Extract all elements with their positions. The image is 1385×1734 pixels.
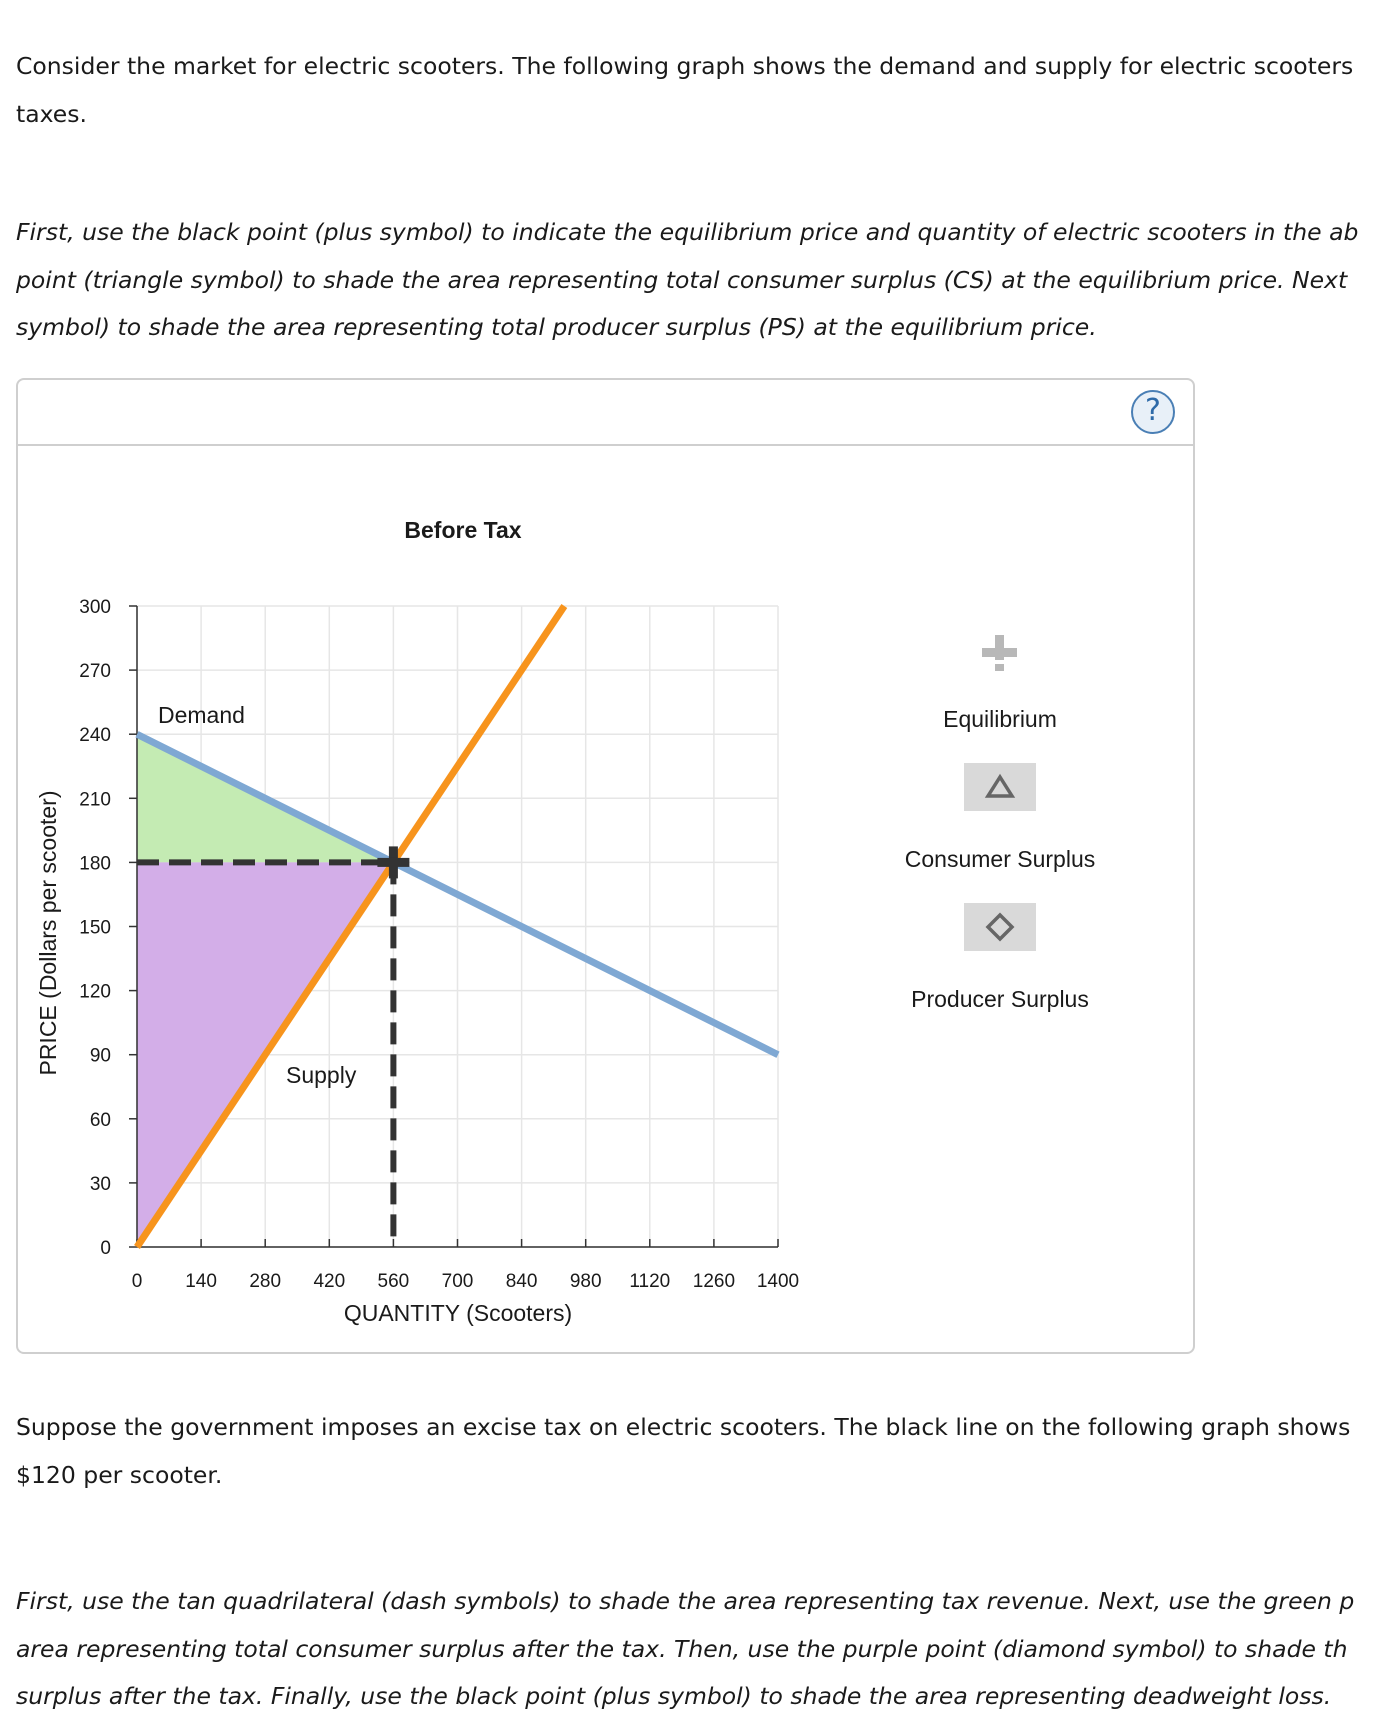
plus-horizontal [377, 858, 409, 867]
text-line: Suppose the government imposes an excise tax on electric scooters. The black line on the following graph shows [16, 1413, 1351, 1441]
palette-label: Equilibrium [943, 706, 1057, 732]
palette-label: Consumer Surplus [904, 846, 1096, 872]
x-tick-label: 1400 [756, 1271, 800, 1292]
palette-label: Producer Surplus [911, 986, 1089, 1012]
palette-consumer-surplus-tool[interactable] [905, 763, 1095, 872]
supply-curve-label: Supply [286, 1062, 357, 1088]
plus-icon[interactable] [975, 635, 1017, 671]
tool-button-bg[interactable] [964, 763, 1036, 811]
x-axis-label: QUANTITY (Scooters) [343, 1300, 573, 1326]
text-line: $120 per scooter. [16, 1460, 223, 1489]
text-line: taxes. [16, 99, 87, 128]
x-tick-label: 560 [377, 1271, 410, 1292]
x-tick-label: 840 [505, 1271, 538, 1292]
y-tick-label: 240 [79, 725, 111, 747]
palette-equilibrium-tool[interactable] [943, 635, 1057, 732]
y-tick-label: 30 [89, 1173, 111, 1195]
x-tick-label: 700 [441, 1271, 474, 1292]
demand-curve-label: Demand [158, 702, 245, 728]
tax-paragraph [16, 1404, 1385, 1499]
x-tick-label: 980 [569, 1271, 602, 1292]
tax-instructions-paragraph [16, 1578, 1385, 1721]
y-tick-label: 210 [79, 789, 111, 811]
text-line: symbol) to shade the area representing total producer surplus (PS) at the equilibrium price. [16, 313, 1097, 341]
x-tick-label: 420 [313, 1271, 346, 1292]
y-tick-label: 180 [79, 853, 111, 875]
text-line: First, use the tan quadrilateral (dash symbols) to shade the area representing tax revenue. Next, use the green p [16, 1587, 1355, 1615]
text-line: First, use the black point (plus symbol) to indicate the equilibrium price and quantity of electric scooters in the ab [16, 218, 1359, 246]
x-tick-label: 1260 [692, 1271, 736, 1292]
y-tick-label: 120 [79, 981, 111, 1003]
text-line: surplus after the tax. Finally, use the black point (plus symbol) to shade the area representing deadweight loss. [16, 1682, 1332, 1710]
y-axis-label: PRICE (Dollars per scooter) [35, 790, 61, 1076]
x-tick-label: 1120 [629, 1271, 671, 1292]
tool-button-bg[interactable] [964, 903, 1036, 951]
y-tick-label: 0 [100, 1238, 111, 1259]
text-line: area representing total consumer surplus after the tax. Then, use the purple point (diamond symbol) to shade th [16, 1634, 1348, 1663]
y-tick-label: 270 [79, 661, 111, 683]
help-icon[interactable]: ? [1131, 390, 1175, 434]
text-line: point (triangle symbol) to shade the area representing total consumer surplus (CS) at the equilibrium price. Next [16, 265, 1348, 294]
x-tick-label: 0 [131, 1271, 143, 1292]
y-tick-label: 90 [89, 1045, 111, 1067]
y-tick-label: 60 [89, 1109, 111, 1131]
y-tick-label: 300 [79, 597, 111, 618]
palette-producer-surplus-tool[interactable] [911, 903, 1089, 1012]
x-tick-label: 280 [249, 1271, 282, 1292]
x-tick-label: 140 [185, 1271, 217, 1292]
text-line: Consider the market for electric scooters. The following graph shows the demand and supply for electric scooters [16, 52, 1354, 80]
chart-title: Before Tax [404, 517, 522, 543]
y-tick-label: 150 [79, 917, 111, 939]
